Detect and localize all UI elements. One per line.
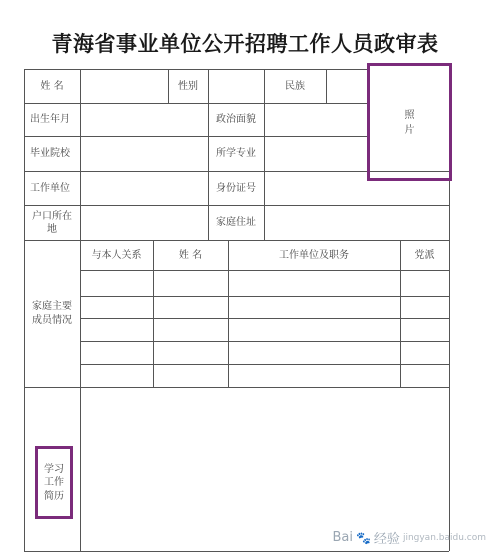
watermark-brand: Bai <box>332 530 353 545</box>
form-title: 青海省事业单位公开招聘工作人员政审表 <box>51 31 439 56</box>
resume-field[interactable] <box>80 387 449 551</box>
photo-highlight-box <box>367 63 452 181</box>
birth-field[interactable] <box>80 103 208 136</box>
school-label: 毕业院校 <box>30 148 70 159</box>
photo-label: 照 片 <box>404 109 415 136</box>
watermark-url: jingyan.baidu.com <box>402 532 486 543</box>
gender-field[interactable] <box>208 69 264 103</box>
home-address-label: 家庭住址 <box>216 217 256 228</box>
family-section-label: 家庭主要 成员情况 <box>32 300 72 326</box>
employer-label: 工作单位 <box>30 182 70 194</box>
gender-label: 性别 <box>178 80 198 92</box>
watermark <box>332 528 486 547</box>
political-field[interactable] <box>264 103 368 136</box>
family-col-employer: 工作单位及职务 <box>279 249 349 261</box>
family-col-relation: 与本人关系 <box>91 249 142 261</box>
birth-label: 出生年月 <box>30 114 70 125</box>
resume-label: 学习 工作 简历 <box>44 463 64 502</box>
political-label: 政治面貌 <box>216 114 256 125</box>
hukou-field[interactable] <box>80 205 208 240</box>
name-label: 姓 名 <box>40 80 64 92</box>
school-field[interactable] <box>80 136 208 171</box>
hukou-label: 户口所在 地 <box>32 210 72 235</box>
ethnicity-label: 民族 <box>285 80 305 92</box>
watermark-suffix: 经验 <box>373 532 400 547</box>
home-address-field[interactable] <box>264 205 449 240</box>
employer-field[interactable] <box>80 171 208 205</box>
major-field[interactable] <box>264 136 368 171</box>
paw-icon: 🐾 <box>355 530 371 545</box>
resume-highlight-box <box>35 446 73 519</box>
family-col-name: 姓 名 <box>178 249 203 261</box>
name-field[interactable] <box>80 69 168 103</box>
family-col-party: 党派 <box>414 249 435 261</box>
ethnicity-field[interactable] <box>326 69 368 103</box>
major-label: 所学专业 <box>216 148 256 159</box>
id-number-label: 身份证号 <box>216 182 256 194</box>
